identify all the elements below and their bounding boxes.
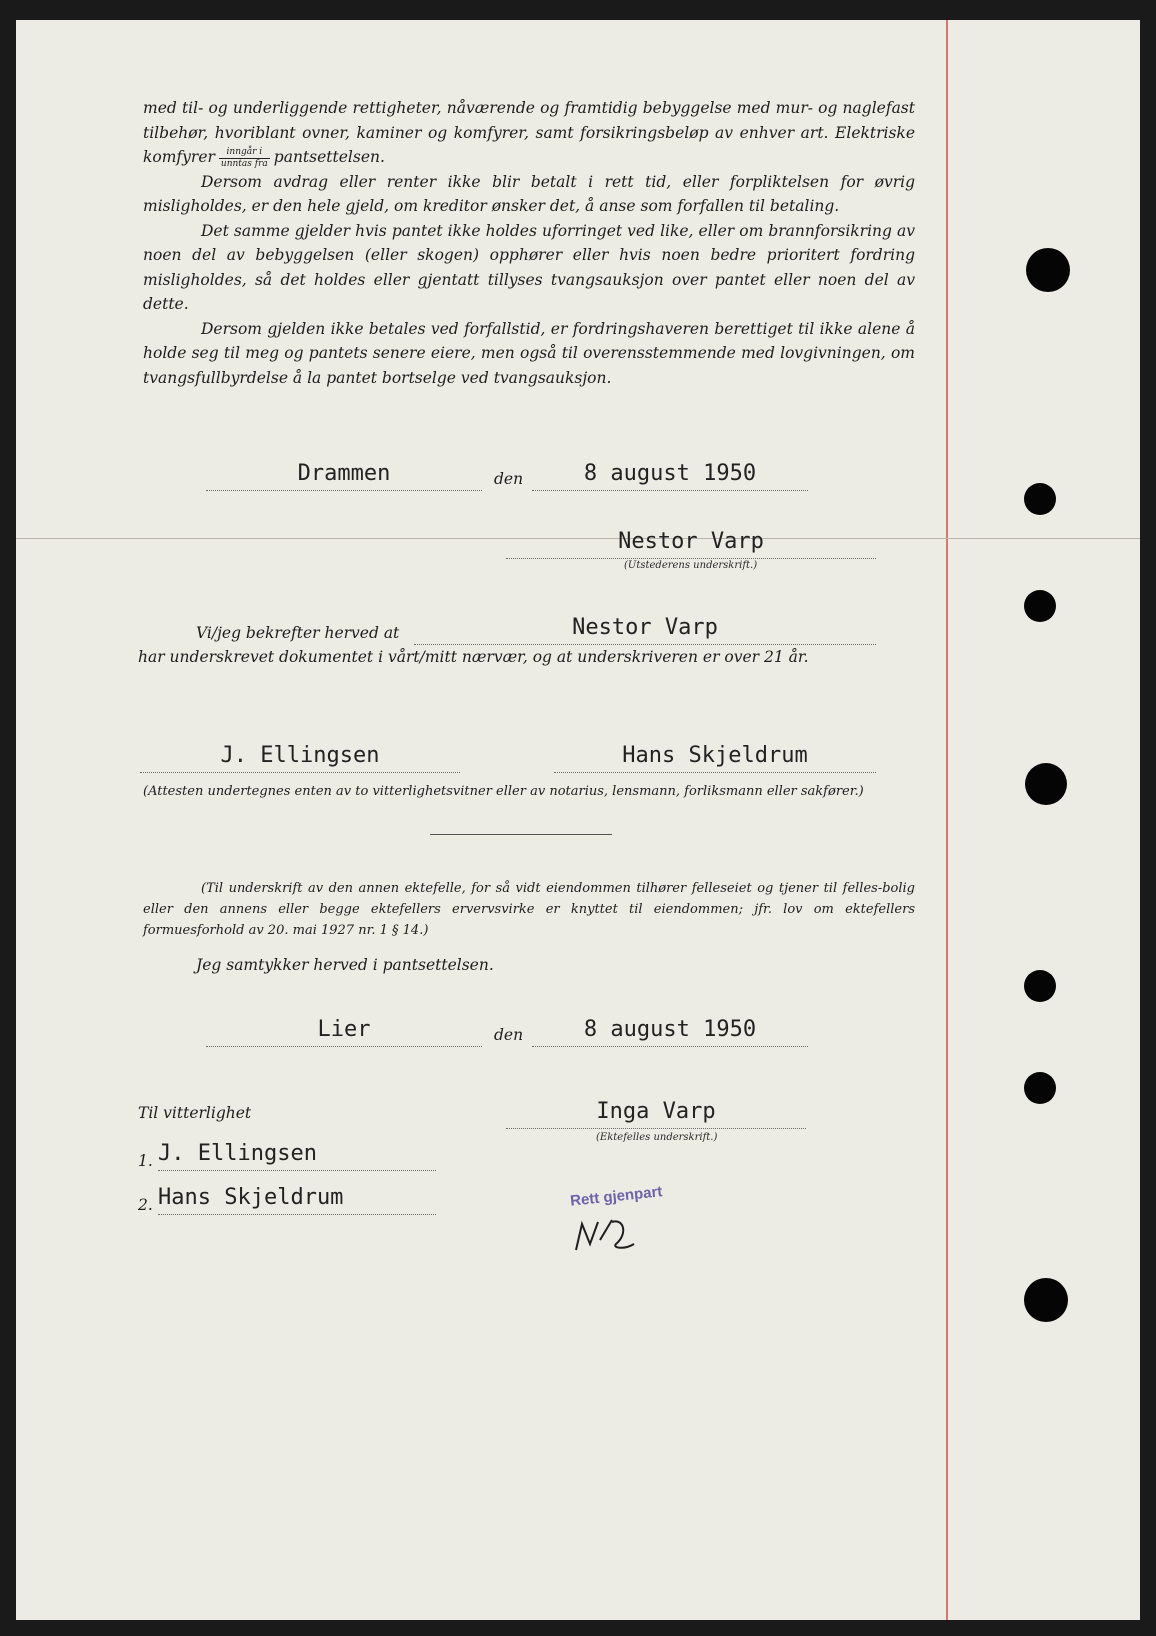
witness-label: Til vitterlighet: [138, 1104, 252, 1122]
witness-2-number: 2.: [138, 1196, 153, 1214]
spouse-date-field: 8 august 1950: [532, 1016, 808, 1047]
copy-stamp: Rett gjenpart: [569, 1183, 664, 1210]
issue-date-field: 8 august 1950: [532, 460, 808, 491]
spouse-place-field: Lier: [206, 1016, 482, 1047]
spouse-consent: Jeg samtykker herved i pantsettelsen.: [196, 956, 494, 974]
punch-hole: [1025, 763, 1067, 805]
spouse-den-label: den: [494, 1026, 524, 1044]
spouse-signature-caption: (Ektefelles underskrift.): [596, 1132, 718, 1143]
spouse-signature-field: Inga Varp: [506, 1098, 806, 1129]
terms-paragraph-3: Det samme gjelder hvis pantet ikke holdes uforringet ved like, eller om brannforsikring av noen del av bebyggelsen (eller skogen) opphører eller hvis noen bedre prioritert fordring misligholdes, så det holdes eller gjentatt tillyses tvangsauksjon over pantet eller noen del av dette.: [143, 221, 915, 313]
issue-place-field: Drammen: [206, 460, 482, 491]
document-page: [16, 20, 1140, 1620]
witness-1-number: 1.: [138, 1152, 153, 1170]
spouse-witness-1-signature: J. Ellingsen: [158, 1140, 436, 1171]
issuer-signature-field: Nestor Varp: [506, 528, 876, 559]
spouse-note: [143, 878, 915, 941]
punch-hole: [1024, 970, 1056, 1002]
spouse-witness-2-signature: Hans Skjeldrum: [158, 1184, 436, 1215]
issue-den-label: den: [494, 470, 524, 488]
terms-paragraph-1-end: pantsettelsen.: [273, 148, 385, 166]
terms-paragraph-1-text: med til- og underliggende rettigheter, nåværende og framtidig bebyggelse med mur- og naglefast tilbehør, hvoriblant ovner, kaminer og komfyrer, samt forsikringsbeløp av enhver art. Elektriske komfyrer: [143, 99, 915, 166]
confirm-statement: har underskrevet dokumentet i vårt/mitt nærvær, og at underskriveren er over 21 år.: [138, 648, 809, 666]
option-fraction: [219, 147, 270, 170]
punch-hole: [1024, 483, 1056, 515]
attest-note: (Attesten undertegnes enten av to vitterlighetsvitner eller av notarius, lensmann, forliksmann eller sakfører.): [143, 784, 864, 799]
handwritten-initials: [572, 1210, 642, 1260]
witness-2-signature: Hans Skjeldrum: [554, 742, 876, 773]
fraction-numerator: inngår i: [219, 147, 270, 159]
spouse-note-text: (Til underskrift av den annen ektefelle, for så vidt eiendommen tilhører felleseiet og tjener til felles-bolig eller den annens eller begge ektefellers ervervsvirke er knyttet til eiendommen; jfr. lov om ektefellers formuesforhold av 20. mai 1927 nr. 1 § 14.): [143, 881, 915, 938]
terms-text: [143, 96, 915, 390]
terms-paragraph-4: Dersom gjelden ikke betales ved forfallstid, er fordringshaveren berettiget til ikke alene å holde seg til meg og pantets senere eiere, men også til overensstemmende med lovgivningen, om tvangsfullbyrdelse å la pantet bortselge ved tvangsauksjon.: [143, 319, 915, 387]
confirm-name-field: Nestor Varp: [414, 614, 876, 645]
punch-hole: [1024, 1278, 1068, 1322]
fraction-denominator: unntas fra: [220, 158, 268, 169]
margin-line: [946, 20, 948, 1620]
witness-1-signature: J. Ellingsen: [140, 742, 460, 773]
confirm-label: Vi/jeg bekrefter herved at: [196, 624, 400, 642]
punch-hole: [1026, 248, 1070, 292]
separator-line: [430, 834, 612, 835]
punch-hole: [1024, 590, 1056, 622]
issuer-signature-caption: (Utstederens underskrift.): [624, 560, 758, 571]
terms-paragraph-2: Dersom avdrag eller renter ikke blir betalt i rett tid, eller forpliktelsen for øvrig misligholdes, er den hele gjeld, om kreditor ønsker det, å anse som forfallen til betaling.: [143, 172, 915, 215]
punch-hole: [1024, 1072, 1056, 1104]
terms-paragraph-1: [143, 96, 915, 170]
